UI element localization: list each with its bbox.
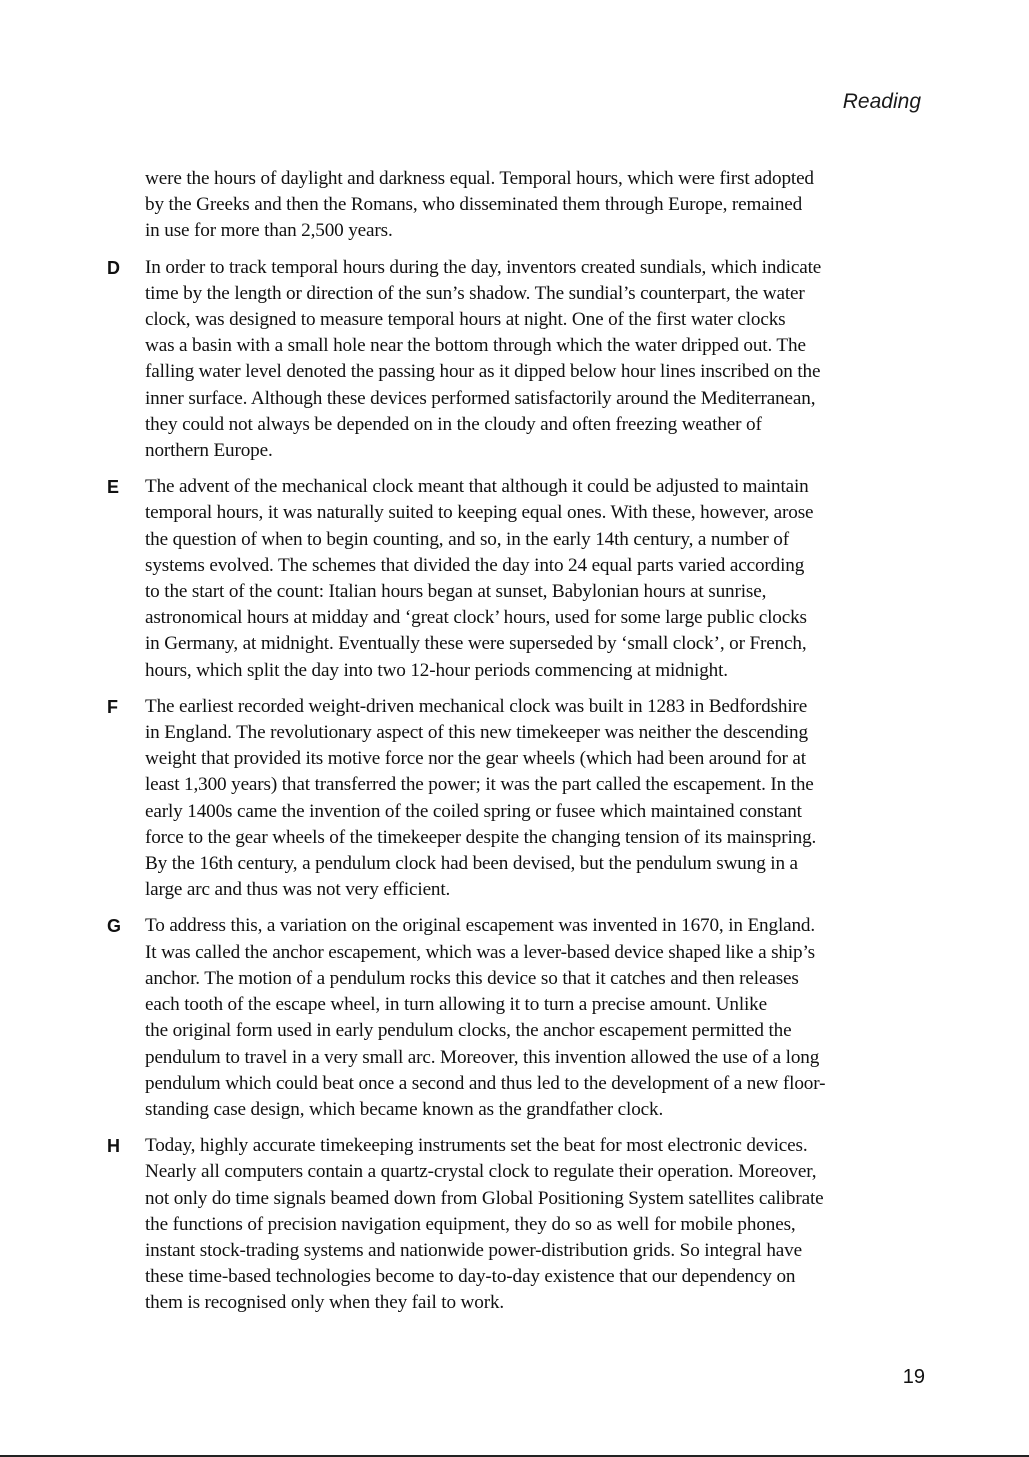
paragraph-line: Nearly all computers contain a quartz-crystal clock to regulate their operation. Moreover,	[145, 1161, 817, 1183]
paragraph-letter: E	[107, 477, 119, 498]
paragraph-line: The earliest recorded weight-driven mechanical clock was built in 1283 in Bedfordshire	[145, 695, 808, 717]
section-title: Reading	[842, 90, 921, 113]
paragraph-line: large arc and thus was not very efficient.	[145, 879, 451, 901]
paragraph-e	[107, 474, 929, 684]
paragraph-line: these time-based technologies become to day-to-day existence that our dependency on	[145, 1266, 796, 1288]
paragraph-line: time by the length or direction of the sun’s shadow. The sundial’s counterpart, the water	[145, 282, 805, 304]
paragraph-line: temporal hours, it was naturally suited to keeping equal ones. With these, however, arose	[145, 502, 814, 524]
paragraph-line: By the 16th century, a pendulum clock had been devised, but the pendulum swung in a	[145, 853, 798, 875]
paragraph-line: in use for more than 2,500 years.	[145, 220, 393, 242]
paragraph-line: least 1,300 years) that transferred the power; it was the part called the escapement. In the	[145, 774, 814, 796]
paragraph-line: The advent of the mechanical clock meant that although it could be adjusted to maintain	[145, 476, 809, 498]
paragraph-g	[107, 913, 929, 1123]
paragraph-letter: G	[107, 916, 121, 937]
reading-passage	[107, 166, 929, 1327]
paragraph-letter: D	[107, 257, 120, 278]
paragraph-line: Today, highly accurate timekeeping instruments set the beat for most electronic devices.	[145, 1135, 808, 1157]
paragraph-line: early 1400s came the invention of the coiled spring or fusee which maintained constant	[145, 800, 802, 822]
paragraph-line: by the Greeks and then the Romans, who disseminated them through Europe, remained	[145, 194, 803, 216]
paragraph-line: pendulum to travel in a very small arc. Moreover, this invention allowed the use of a long	[145, 1046, 820, 1068]
paragraph-line: clock, was designed to measure temporal hours at night. One of the first water clocks	[145, 309, 786, 331]
paragraph-line: were the hours of daylight and darkness equal. Temporal hours, which were first adopted	[145, 168, 814, 189]
paragraph-line: astronomical hours at midday and ‘great clock’ hours, used for some large public clocks	[145, 607, 807, 629]
paragraph-h	[107, 1133, 929, 1316]
paragraph-line: standing case design, which became known as the grandfather clock.	[145, 1098, 664, 1120]
paragraph-line: the original form used in early pendulum clocks, the anchor escapement permitted the	[145, 1020, 792, 1042]
paragraph-line: In order to track temporal hours during the day, inventors created sundials, which indicate	[145, 256, 822, 278]
paragraph-line: falling water level denoted the passing hour as it dipped below hour lines inscribed on the	[145, 361, 821, 383]
paragraph-line: weight that provided its motive force nor the gear wheels (which had been around for at	[145, 748, 806, 770]
paragraph-continued	[107, 166, 929, 245]
paragraph-line: they could not always be depended on in the cloudy and often freezing weather of	[145, 413, 762, 435]
paragraph-line: to the start of the count: Italian hours began at sunset, Babylonian hours at sunrise,	[145, 581, 767, 603]
paragraph-line: in Germany, at midnight. Eventually these were superseded by ‘small clock’, or French,	[145, 633, 807, 655]
paragraph-line: the question of when to begin counting, and so, in the early 14th century, a number of	[145, 528, 789, 550]
paragraph-line: pendulum which could beat once a second and thus led to the development of a new floor-	[145, 1072, 826, 1094]
paragraph-line: anchor. The motion of a pendulum rocks this device so that it catches and then releases	[145, 967, 799, 989]
paragraph-line: It was called the anchor escapement, which was a lever-based device shaped like a ship’s	[145, 941, 815, 963]
paragraph-line: northern Europe.	[145, 440, 273, 462]
paragraph-line: was a basin with a small hole near the bottom through which the water dripped out. The	[145, 335, 806, 357]
paragraph-line: force to the gear wheels of the timekeeper despite the changing tension of its mainspring.	[145, 826, 817, 848]
paragraph-line: them is recognised only when they fail to work.	[145, 1292, 505, 1314]
paragraph-d	[107, 255, 929, 465]
paragraph-f	[107, 694, 929, 904]
paragraph-letter: F	[107, 696, 118, 717]
paragraph-line: not only do time signals beamed down from Global Positioning System satellites calibrate	[145, 1187, 824, 1209]
paragraph-line: the functions of precision navigation equipment, they do so as well for mobile phones,	[145, 1213, 796, 1235]
paragraph-line: systems evolved. The schemes that divided the day into 24 equal parts varied according	[145, 554, 805, 576]
paragraph-line: in England. The revolutionary aspect of this new timekeeper was neither the descending	[145, 722, 808, 744]
paragraph-line: hours, which split the day into two 12-hour periods commencing at midnight.	[145, 659, 728, 681]
page-number: 19	[902, 1366, 925, 1388]
paragraph-letter: H	[107, 1136, 120, 1157]
paragraph-line: instant stock-trading systems and nationwide power-distribution grids. So integral have	[145, 1239, 802, 1261]
paragraph-line: To address this, a variation on the original escapement was invented in 1670, in England.	[145, 915, 816, 937]
paragraph-line: each tooth of the escape wheel, in turn allowing it to turn a precise amount. Unlike	[145, 994, 767, 1016]
paragraph-line: inner surface. Although these devices performed satisfactorily around the Mediterranean,	[145, 387, 816, 409]
